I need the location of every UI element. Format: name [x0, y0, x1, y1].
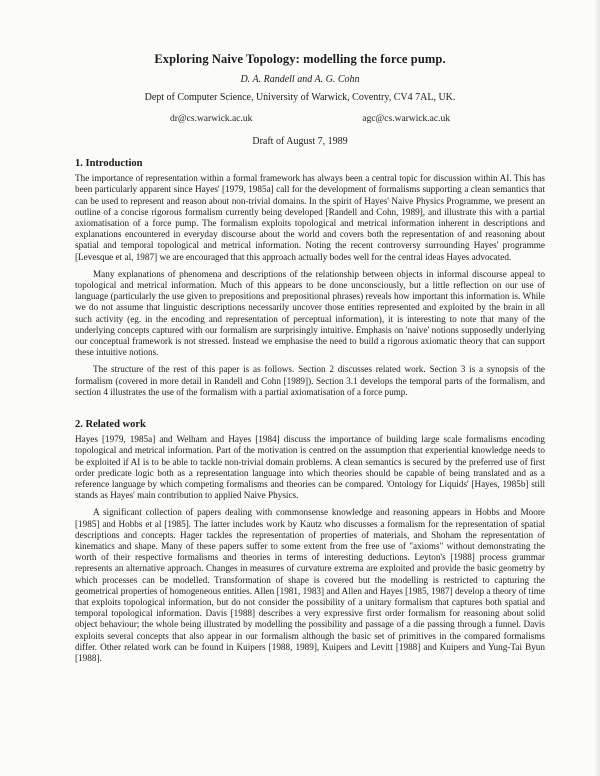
paper-authors: D. A. Randell and A. G. Cohn	[240, 74, 360, 85]
paper-title: Exploring Naive Topology: modelling the force pump.	[154, 52, 446, 66]
email-randell: dr@cs.warwick.ac.uk	[170, 114, 253, 124]
paragraph: The importance of representation within a formal framework has always been a central topic for discussion within AI. This has been particularly apparent since Hayes' [1979, 1985a] call for the development of formalisms supporting a clean semantics that can be used to represent and reason about non-trivial domains. In the spirit of Hayes' Naive Physics Programme, we present an outline of a concise rigorous formalism currently being developed [Randell and Cohn, 1989], and illustrate this with a partial axiomatisation of a force pump. The formalism exploits topological and metrical information inherent in descriptions and explanations encountered in everyday discourse about the world and covers both the representation of and reasoning about spatial and temporal topological and metrical information. Noting the recent controversy surrounding Hayes' programme [Levesque et al, 1987] we are encouraged that this approach actually bodes well for the central ideas Hayes advocated.	[75, 173, 545, 262]
paper-affiliation: Dept of Computer Science, University of Warwick, Coventry, CV4 7AL, UK.	[144, 92, 456, 103]
section-introduction	[75, 158, 545, 404]
scan-edge-shadow	[594, 0, 600, 776]
email-cohn: agc@cs.warwick.ac.uk	[362, 114, 450, 124]
section-related-work	[75, 419, 545, 670]
paragraph: Many explanations of phenomena and descriptions of the relationship between objects in informal discourse appeal to topological and metrical information. Much of this appears to be done unconsciously, but a little reflection on our use of language (particularly the use given to prepositions and prepositional phrases) reveals how important this information is. While we do not assume that linguistic descriptions necessarily uncover those entities represented and exploited by the brain in all such activity (eg. in the encoding and representation of perceptual information), it is interesting to note that many of the underlying concepts captured with our formalism are surprisingly intuitive. Emphasis on 'naive' notions supposedly underlying our conceptual framework is not stressed. Instead we emphasise the need to build a rigorous axiomatic theory that can support these intuitive notions.	[75, 268, 545, 358]
paragraph: A significant collection of papers dealing with commonsense knowledge and reasoning appears in Hobbs and Moore [1985] and Hobbs et al [1985]. The latter includes work by Kautz who discusses a formalism for the representation of spatial descriptions and concepts. Hager tackles the representation of properties of materials, and Shoham the representation of kinematics and shape. Many of these papers suffer to some extent from the free use of "axioms" without demonstrating the worth of their respective formalisms and theories in terms of interesting deductions. Leyton's [1988] process grammar represents an alternative approach. Changes in measures of curvature extrema are exploited and provide the basic geometry by which processes can be modelled. Transformation of shape is covered but the modelling is restricted to capturing the geometrical properties of homogeneous entities. Allen [1981, 1983] and Allen and Hayes [1985, 1987] develop a theory of time that exploits topological information, but do not consider the possibility of a unitary formalism that captures both spatial and temporal topological information. Davis [1988] describes a very expressive first order formalism for reasoning about solid object behaviour; the whole being illustrated by modelling the possibility and passage of a die passing through a funnel. Davis exploits several concepts that also appear in our formalism although the basic set of primitives in the compared formalisms differ. Other related work can be found in Kuipers [1988, 1989], Kuipers and Levitt [1988] and Kuipers and Yung-Tai Byun [1988].	[75, 507, 545, 664]
draft-date: Draft of August 7, 1989	[252, 136, 348, 147]
paragraph: The structure of the rest of this paper is as follows. Section 2 discusses related work. Section 3 is a synopsis of the formalism (covered in more detail in Randell and Cohn [1989]). Section 3.1 develops the temporal parts of the formalism, and section 4 illustrates the use of the formalism with a partial axiomatisation of a force pump.	[75, 364, 545, 397]
section-heading: 2. Related work	[75, 419, 146, 430]
author-emails	[170, 114, 450, 124]
paragraph: Hayes [1979, 1985a] and Welham and Hayes [1984] discuss the importance of building large scale formalisms encoding topological and metrical information. Part of the motivation is centred on the assumption that experiential knowledge needs to be exploited if AI is to be able to tackle non-trivial domain problems. A clean semantics is secured by the preferred use of first order predicate logic both as a representation language into which theories should be capable of being translated and as a reference language by which competing formalisms and theories can be compared. 'Ontology for Liquids' [Hayes, 1985b] still stands as Hayes' main contribution to applied Naive Physics.	[75, 434, 545, 501]
section-heading: 1. Introduction	[75, 158, 143, 169]
